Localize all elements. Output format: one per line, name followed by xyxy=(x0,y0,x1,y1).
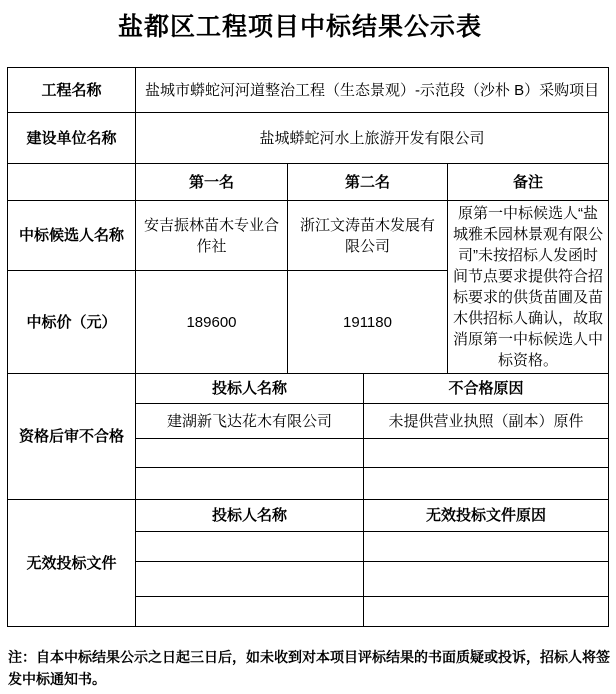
disqualified-bidder-value xyxy=(136,468,364,500)
bid-results-table xyxy=(7,67,609,627)
disqualified-bidder-value: 建湖新飞达花木有限公司 xyxy=(136,404,364,439)
candidates-label: 中标候选人名称 xyxy=(8,201,136,271)
disqualified-header-row xyxy=(8,374,609,404)
remarks-header: 备注 xyxy=(448,164,609,201)
remarks-text: 原第一中标候选人“盐城雅禾园林景观有限公司”未按招标人发函时间节点要求提供符合招标要求的供货苗圃及苗木供招标人确认，故取消原第一中标候选人中标资格。 xyxy=(448,201,609,374)
disqualified-reason-value xyxy=(364,468,609,500)
rank-header-empty-cell xyxy=(8,164,136,201)
construction-unit-row xyxy=(8,113,609,164)
invalid-bids-header-row xyxy=(8,500,609,532)
invalid-bids-bidder-header: 投标人名称 xyxy=(136,500,364,532)
construction-unit-value: 盐城蟒蛇河水上旅游开发有限公司 xyxy=(136,113,609,164)
disqualified-reason-value: 未提供营业执照（副本）原件 xyxy=(364,404,609,439)
candidate-first-value: 安吉振林苗木专业合作社 xyxy=(136,201,288,271)
disqualified-bidder-value xyxy=(136,439,364,468)
invalid-bids-bidder-value xyxy=(136,597,364,627)
disqualified-reason-value xyxy=(364,439,609,468)
invalid-bids-bidder-value xyxy=(136,562,364,597)
project-name-label: 工程名称 xyxy=(8,68,136,113)
construction-unit-label: 建设单位名称 xyxy=(8,113,136,164)
page-title: 盐都区工程项目中标结果公示表 xyxy=(117,13,482,41)
invalid-bids-reason-value xyxy=(364,532,609,562)
rank-second-header: 第二名 xyxy=(288,164,448,201)
invalid-bids-bidder-value xyxy=(136,532,364,562)
rank-header-row xyxy=(8,164,609,201)
invalid-bids-reason-value xyxy=(364,597,609,627)
project-name-row xyxy=(8,68,609,113)
footnote: 注：自本中标结果公示之日起三日后，如未收到对本项目评标结果的书面质疑或投诉，招标人将签发中标通知书。 xyxy=(8,649,610,687)
bid-price-label: 中标价（元） xyxy=(8,271,136,374)
bid-price-first-value: 189600 xyxy=(136,271,288,374)
candidate-second-value: 浙江文涛苗木发展有限公司 xyxy=(288,201,448,271)
disqualified-section-label: 资格后审不合格 xyxy=(8,374,136,500)
project-name-value: 盐城市蟒蛇河河道整治工程（生态景观）-示范段（沙朴 B）采购项目 xyxy=(136,68,609,113)
invalid-bids-section-label: 无效投标文件 xyxy=(8,500,136,627)
rank-first-header: 第一名 xyxy=(136,164,288,201)
disqualified-reason-header: 不合格原因 xyxy=(364,374,609,404)
invalid-bids-reason-value xyxy=(364,562,609,597)
candidates-row xyxy=(8,201,609,271)
bid-price-second-value: 191180 xyxy=(288,271,448,374)
invalid-bids-reason-header: 无效投标文件原因 xyxy=(364,500,609,532)
disqualified-bidder-header: 投标人名称 xyxy=(136,374,364,404)
